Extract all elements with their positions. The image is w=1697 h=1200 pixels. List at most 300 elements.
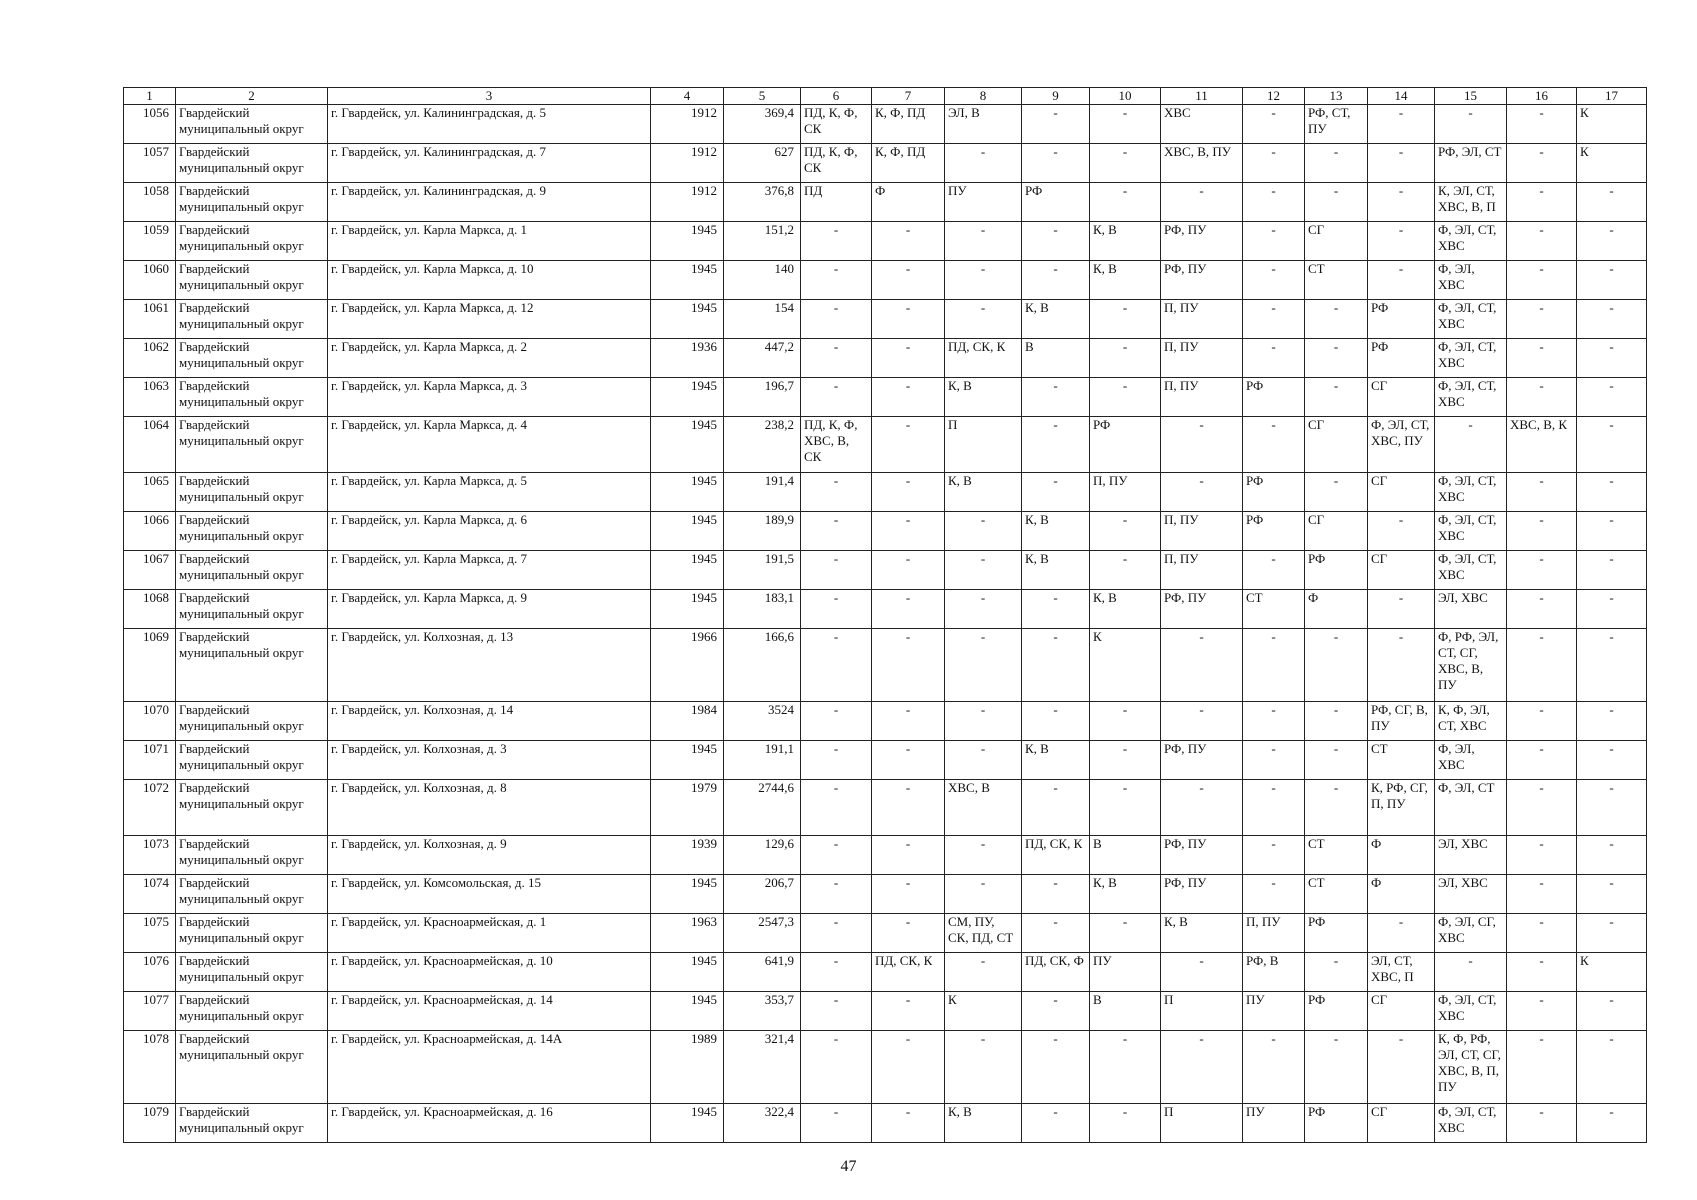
table-cell: - xyxy=(1243,702,1305,741)
table-cell: В xyxy=(1022,339,1090,378)
table-cell: г. Гвардейск, ул. Карла Маркса, д. 4 xyxy=(328,417,651,473)
table-cell: 1945 xyxy=(651,992,724,1031)
table-cell: РФ, ПУ xyxy=(1161,590,1243,629)
table-cell: - xyxy=(1577,300,1647,339)
table-cell: г. Гвардейск, ул. Карла Маркса, д. 3 xyxy=(328,378,651,417)
table-cell: К xyxy=(1577,144,1647,183)
table-cell: - xyxy=(872,590,945,629)
table-cell: Гвардейский муниципальный округ xyxy=(176,222,328,261)
table-cell: г. Гвардейск, ул. Красноармейская, д. 14 xyxy=(328,992,651,1031)
table-cell: - xyxy=(1577,1104,1647,1143)
table-cell: - xyxy=(1305,780,1368,836)
table-cell: Гвардейский муниципальный округ xyxy=(176,261,328,300)
table-cell: РФ xyxy=(1305,1104,1368,1143)
table-row xyxy=(124,144,1647,183)
table-cell: РФ, ПУ xyxy=(1161,875,1243,914)
table-row xyxy=(124,992,1647,1031)
table-cell: - xyxy=(1507,261,1577,300)
table-cell: К, В xyxy=(945,473,1022,512)
table-cell: ПД, СК, К xyxy=(945,339,1022,378)
table-cell: СГ xyxy=(1368,378,1435,417)
table-cell: 1056 xyxy=(124,105,176,144)
table-cell: 369,4 xyxy=(724,105,801,144)
table-row xyxy=(124,105,1647,144)
table-cell: - xyxy=(1507,836,1577,875)
table-cell: П, ПУ xyxy=(1161,512,1243,551)
table-cell: - xyxy=(1577,590,1647,629)
table-cell: П, ПУ xyxy=(1161,551,1243,590)
table-cell: 1963 xyxy=(651,914,724,953)
column-header: 9 xyxy=(1022,88,1090,105)
table-cell: 1074 xyxy=(124,875,176,914)
table-cell: К, Ф, ЭЛ, СТ, ХВС xyxy=(1435,702,1507,741)
table-cell: К xyxy=(1577,105,1647,144)
table-cell: 321,4 xyxy=(724,1031,801,1104)
column-header: 8 xyxy=(945,88,1022,105)
table-cell: - xyxy=(872,1104,945,1143)
table-cell: Гвардейский муниципальный округ xyxy=(176,512,328,551)
table-cell: - xyxy=(1577,702,1647,741)
table-cell: Ф, ЭЛ, СТ, ХВС xyxy=(1435,222,1507,261)
table-cell: Ф xyxy=(872,183,945,222)
table-cell: - xyxy=(1507,741,1577,780)
table-cell: ПД, СК, Ф xyxy=(1022,953,1090,992)
table-cell: - xyxy=(872,473,945,512)
table-cell: Гвардейский муниципальный округ xyxy=(176,183,328,222)
table-cell: 1936 xyxy=(651,339,724,378)
table-cell: г. Гвардейск, ул. Красноармейская, д. 14А xyxy=(328,1031,651,1104)
table-cell: - xyxy=(1022,914,1090,953)
column-header: 14 xyxy=(1368,88,1435,105)
table-cell: 1075 xyxy=(124,914,176,953)
table-cell: - xyxy=(1090,741,1161,780)
table-cell: - xyxy=(945,512,1022,551)
table-cell: - xyxy=(1577,914,1647,953)
table-cell: г. Гвардейск, ул. Колхозная, д. 8 xyxy=(328,780,651,836)
table-cell: 191,5 xyxy=(724,551,801,590)
table-cell: П xyxy=(1161,992,1243,1031)
table-cell: - xyxy=(1577,473,1647,512)
table-cell: - xyxy=(801,222,872,261)
table-cell: - xyxy=(1161,473,1243,512)
table-cell: - xyxy=(945,222,1022,261)
column-header: 12 xyxy=(1243,88,1305,105)
table-cell: 1945 xyxy=(651,222,724,261)
table-cell: К, В xyxy=(1022,551,1090,590)
table-cell: - xyxy=(872,992,945,1031)
table-cell: Ф, ЭЛ, СТ, ХВС xyxy=(1435,473,1507,512)
table-cell: - xyxy=(801,1104,872,1143)
table-cell: - xyxy=(1507,590,1577,629)
table-cell: 1945 xyxy=(651,261,724,300)
table-cell: - xyxy=(801,1031,872,1104)
table-row xyxy=(124,590,1647,629)
table-cell: - xyxy=(1577,836,1647,875)
table-cell: Гвардейский муниципальный округ xyxy=(176,702,328,741)
column-header: 3 xyxy=(328,88,651,105)
table-cell: Гвардейский муниципальный округ xyxy=(176,144,328,183)
table-cell: 627 xyxy=(724,144,801,183)
table-cell: - xyxy=(801,473,872,512)
table-cell: - xyxy=(801,512,872,551)
table-cell: - xyxy=(872,702,945,741)
table-cell: ХВС xyxy=(1161,105,1243,144)
table-cell: Ф, ЭЛ, СТ, ХВС xyxy=(1435,300,1507,339)
table-cell: - xyxy=(1243,417,1305,473)
table-cell: 1069 xyxy=(124,629,176,702)
table-cell: РФ xyxy=(1305,992,1368,1031)
table-cell: - xyxy=(1022,1104,1090,1143)
table-cell: 2744,6 xyxy=(724,780,801,836)
table-cell: ПД xyxy=(801,183,872,222)
table-cell: - xyxy=(801,261,872,300)
table-cell: - xyxy=(945,629,1022,702)
table-cell: 1077 xyxy=(124,992,176,1031)
table-cell: Ф, ЭЛ, ХВС xyxy=(1435,741,1507,780)
table-cell: 1945 xyxy=(651,473,724,512)
table-cell: г. Гвардейск, ул. Калининградская, д. 7 xyxy=(328,144,651,183)
table-cell: - xyxy=(1243,222,1305,261)
table-cell: г. Гвардейск, ул. Колхозная, д. 14 xyxy=(328,702,651,741)
table-cell: - xyxy=(1507,702,1577,741)
table-cell: г. Гвардейск, ул. Красноармейская, д. 16 xyxy=(328,1104,651,1143)
table-cell: Ф, ЭЛ, СТ, ХВС xyxy=(1435,339,1507,378)
column-header: 11 xyxy=(1161,88,1243,105)
table-cell: К, В xyxy=(1090,875,1161,914)
table-cell: 1945 xyxy=(651,417,724,473)
table-cell: - xyxy=(1577,629,1647,702)
table-cell: 1061 xyxy=(124,300,176,339)
table-cell: - xyxy=(872,836,945,875)
table-cell: г. Гвардейск, ул. Карла Маркса, д. 1 xyxy=(328,222,651,261)
table-cell: - xyxy=(872,300,945,339)
table-cell: - xyxy=(1368,183,1435,222)
table-cell: 322,4 xyxy=(724,1104,801,1143)
table-cell: 1945 xyxy=(651,953,724,992)
table-cell: г. Гвардейск, ул. Калининградская, д. 9 xyxy=(328,183,651,222)
table-cell: К, РФ, СГ, П, ПУ xyxy=(1368,780,1435,836)
table-cell: - xyxy=(1022,222,1090,261)
table-cell: ПД, СК, К xyxy=(872,953,945,992)
table-cell: - xyxy=(1161,629,1243,702)
table-cell: ХВС, В xyxy=(945,780,1022,836)
table-cell: 238,2 xyxy=(724,417,801,473)
table-cell: 1073 xyxy=(124,836,176,875)
table-cell: П xyxy=(1161,1104,1243,1143)
table-cell: 191,4 xyxy=(724,473,801,512)
table-cell: ЭЛ, СТ, ХВС, П xyxy=(1368,953,1435,992)
table-cell: Гвардейский муниципальный округ xyxy=(176,875,328,914)
table-cell: - xyxy=(1507,144,1577,183)
table-cell: - xyxy=(1090,551,1161,590)
table-cell: СГ xyxy=(1368,473,1435,512)
table-cell: ЭЛ, В xyxy=(945,105,1022,144)
table-cell: г. Гвардейск, ул. Калининградская, д. 5 xyxy=(328,105,651,144)
table-cell: ПУ xyxy=(1243,992,1305,1031)
table-cell: - xyxy=(872,261,945,300)
table-cell: - xyxy=(1368,144,1435,183)
table-cell: П, ПУ xyxy=(1161,378,1243,417)
table-cell: - xyxy=(1305,1031,1368,1104)
table-cell: - xyxy=(1090,339,1161,378)
table-cell: - xyxy=(1368,512,1435,551)
table-cell: - xyxy=(945,261,1022,300)
table-row xyxy=(124,1104,1647,1143)
table-cell: - xyxy=(872,914,945,953)
table-cell: - xyxy=(1090,702,1161,741)
table-cell: 1059 xyxy=(124,222,176,261)
table-cell: РФ, В xyxy=(1243,953,1305,992)
table-cell: - xyxy=(1243,144,1305,183)
table-cell: 1072 xyxy=(124,780,176,836)
table-cell: Гвардейский муниципальный округ xyxy=(176,836,328,875)
table-cell: - xyxy=(1022,629,1090,702)
table-cell: 1065 xyxy=(124,473,176,512)
table-cell: РФ, ПУ xyxy=(1161,741,1243,780)
table-cell: РФ xyxy=(1022,183,1090,222)
table-cell: 1939 xyxy=(651,836,724,875)
table-cell: 1068 xyxy=(124,590,176,629)
table-cell: РФ xyxy=(1368,300,1435,339)
table-cell: К, В xyxy=(1022,512,1090,551)
table-cell: К, Ф, ПД xyxy=(872,144,945,183)
table-cell: РФ xyxy=(1305,914,1368,953)
table-cell: - xyxy=(945,300,1022,339)
table-cell: Гвардейский муниципальный округ xyxy=(176,914,328,953)
table-cell: - xyxy=(1507,222,1577,261)
table-cell: К, В xyxy=(1161,914,1243,953)
table-cell: - xyxy=(1368,222,1435,261)
table-cell: - xyxy=(1507,780,1577,836)
table-cell: 1945 xyxy=(651,1104,724,1143)
page-number: 47 xyxy=(840,1158,857,1175)
table-cell: Ф, РФ, ЭЛ, СТ, СГ, ХВС, В, ПУ xyxy=(1435,629,1507,702)
table-cell: - xyxy=(945,551,1022,590)
table-cell: - xyxy=(1507,1031,1577,1104)
table-cell: - xyxy=(801,702,872,741)
table-cell: 1945 xyxy=(651,512,724,551)
table-cell: - xyxy=(1305,339,1368,378)
table-cell: 1945 xyxy=(651,551,724,590)
column-header: 13 xyxy=(1305,88,1368,105)
table-cell: 1945 xyxy=(651,300,724,339)
table-cell: - xyxy=(1090,780,1161,836)
table-cell: - xyxy=(1161,1031,1243,1104)
table-row xyxy=(124,378,1647,417)
table-cell: - xyxy=(1305,741,1368,780)
table-row xyxy=(124,222,1647,261)
table-cell: - xyxy=(1022,105,1090,144)
table-cell: Гвардейский муниципальный округ xyxy=(176,780,328,836)
table-row xyxy=(124,741,1647,780)
table-cell: - xyxy=(1243,836,1305,875)
table-cell: - xyxy=(1507,378,1577,417)
table-cell: 1945 xyxy=(651,875,724,914)
table-cell: - xyxy=(1368,261,1435,300)
table-cell: Ф, ЭЛ, СТ, ХВС xyxy=(1435,992,1507,1031)
table-cell: ПД, СК, К xyxy=(1022,836,1090,875)
table-cell: 1057 xyxy=(124,144,176,183)
table-cell: Гвардейский муниципальный округ xyxy=(176,953,328,992)
table-cell: 1984 xyxy=(651,702,724,741)
table-cell: - xyxy=(801,914,872,953)
table-cell: Гвардейский муниципальный округ xyxy=(176,105,328,144)
table-cell: - xyxy=(1577,378,1647,417)
table-cell: - xyxy=(1022,1031,1090,1104)
table-cell: - xyxy=(1243,105,1305,144)
table-cell: - xyxy=(1305,144,1368,183)
table-cell: - xyxy=(872,417,945,473)
table-cell: 166,6 xyxy=(724,629,801,702)
table-cell: - xyxy=(1507,953,1577,992)
table-cell: 151,2 xyxy=(724,222,801,261)
table-cell: - xyxy=(1161,780,1243,836)
table-cell: - xyxy=(1577,222,1647,261)
table-cell: - xyxy=(1507,629,1577,702)
table-cell: Ф, ЭЛ, СГ, ХВС xyxy=(1435,914,1507,953)
table-cell: - xyxy=(945,144,1022,183)
table-cell: К xyxy=(945,992,1022,1031)
table-cell: - xyxy=(1507,875,1577,914)
table-cell: СТ xyxy=(1243,590,1305,629)
table-cell: 191,1 xyxy=(724,741,801,780)
table-cell: - xyxy=(1022,144,1090,183)
table-cell: РФ, ПУ xyxy=(1161,222,1243,261)
table-cell: - xyxy=(1507,992,1577,1031)
table-cell: - xyxy=(1022,992,1090,1031)
table-cell: - xyxy=(1507,473,1577,512)
table-cell: - xyxy=(945,741,1022,780)
table-cell: 1989 xyxy=(651,1031,724,1104)
column-header: 5 xyxy=(724,88,801,105)
table-cell: 196,7 xyxy=(724,378,801,417)
table-cell: ПД, К, Ф, СК xyxy=(801,144,872,183)
table-cell: - xyxy=(1305,378,1368,417)
table-cell: РФ, СГ, В, ПУ xyxy=(1368,702,1435,741)
table-cell: СГ xyxy=(1305,222,1368,261)
table-cell: Гвардейский муниципальный округ xyxy=(176,992,328,1031)
table-cell: ПУ xyxy=(945,183,1022,222)
table-cell: - xyxy=(1243,551,1305,590)
table-cell: - xyxy=(872,629,945,702)
column-header: 15 xyxy=(1435,88,1507,105)
column-header: 7 xyxy=(872,88,945,105)
table-cell: П xyxy=(945,417,1022,473)
table-cell: г. Гвардейск, ул. Колхозная, д. 13 xyxy=(328,629,651,702)
table-cell: - xyxy=(1507,183,1577,222)
table-cell: 1966 xyxy=(651,629,724,702)
table-cell: - xyxy=(1022,702,1090,741)
table-cell: СГ xyxy=(1305,417,1368,473)
table-row xyxy=(124,261,1647,300)
table-cell: - xyxy=(801,836,872,875)
table-cell: г. Гвардейск, ул. Карла Маркса, д. 7 xyxy=(328,551,651,590)
table-cell: ПУ xyxy=(1243,1104,1305,1143)
table-cell: - xyxy=(872,551,945,590)
table-cell: - xyxy=(872,378,945,417)
table-row xyxy=(124,473,1647,512)
table-cell: СГ xyxy=(1368,1104,1435,1143)
table-cell: - xyxy=(1243,1031,1305,1104)
table-cell: Ф, ЭЛ, СТ, ХВС xyxy=(1435,512,1507,551)
data-table xyxy=(123,87,1647,1143)
table-cell: 1912 xyxy=(651,183,724,222)
table-cell: РФ, СТ, ПУ xyxy=(1305,105,1368,144)
table-cell: - xyxy=(801,300,872,339)
table-cell: РФ xyxy=(1368,339,1435,378)
table-cell: - xyxy=(1368,1031,1435,1104)
table-cell: 140 xyxy=(724,261,801,300)
table-cell: - xyxy=(1090,914,1161,953)
table-cell: - xyxy=(1243,629,1305,702)
table-cell: - xyxy=(1161,417,1243,473)
table-cell: - xyxy=(1090,378,1161,417)
table-cell: 1060 xyxy=(124,261,176,300)
table-cell: РФ xyxy=(1305,551,1368,590)
table-cell: - xyxy=(1022,473,1090,512)
table-cell: РФ xyxy=(1243,512,1305,551)
table-cell: РФ, ПУ xyxy=(1161,836,1243,875)
table-cell: - xyxy=(1435,105,1507,144)
table-cell: 206,7 xyxy=(724,875,801,914)
table-cell: - xyxy=(1243,339,1305,378)
table-cell: 376,8 xyxy=(724,183,801,222)
table-cell: 641,9 xyxy=(724,953,801,992)
table-cell: Гвардейский муниципальный округ xyxy=(176,339,328,378)
table-cell: - xyxy=(1507,1104,1577,1143)
table-cell: 447,2 xyxy=(724,339,801,378)
table-cell: Гвардейский муниципальный округ xyxy=(176,417,328,473)
table-cell: - xyxy=(1305,183,1368,222)
table-cell: - xyxy=(1577,780,1647,836)
table-cell: Гвардейский муниципальный округ xyxy=(176,300,328,339)
table-cell: 1076 xyxy=(124,953,176,992)
table-cell: г. Гвардейск, ул. Колхозная, д. 9 xyxy=(328,836,651,875)
table-cell: - xyxy=(1577,512,1647,551)
table-cell: СГ xyxy=(1368,992,1435,1031)
table-cell: - xyxy=(801,339,872,378)
table-cell: - xyxy=(1507,914,1577,953)
table-cell: СТ xyxy=(1368,741,1435,780)
table-cell: - xyxy=(1305,702,1368,741)
table-cell: - xyxy=(801,953,872,992)
table-cell: г. Гвардейск, ул. Карла Маркса, д. 6 xyxy=(328,512,651,551)
table-cell: - xyxy=(801,992,872,1031)
table-cell: - xyxy=(1368,590,1435,629)
table-cell: Ф, ЭЛ, СТ, ХВС, ПУ xyxy=(1368,417,1435,473)
table-cell: - xyxy=(872,1031,945,1104)
table-cell: - xyxy=(1243,741,1305,780)
table-cell: - xyxy=(1435,953,1507,992)
table-cell: П, ПУ xyxy=(1161,300,1243,339)
table-cell: СМ, ПУ, СК, ПД, СТ xyxy=(945,914,1022,953)
table-cell: - xyxy=(872,741,945,780)
table-cell: - xyxy=(1022,417,1090,473)
table-cell: - xyxy=(1305,629,1368,702)
table-cell: г. Гвардейск, ул. Комсомольская, д. 15 xyxy=(328,875,651,914)
table-cell: К, В xyxy=(945,378,1022,417)
table-row xyxy=(124,875,1647,914)
table-cell: Гвардейский муниципальный округ xyxy=(176,1031,328,1104)
table-cell: - xyxy=(1090,300,1161,339)
table-cell: РФ xyxy=(1090,417,1161,473)
header-row xyxy=(124,88,1647,105)
table-cell: РФ, ЭЛ, СТ xyxy=(1435,144,1507,183)
table-cell: Гвардейский муниципальный округ xyxy=(176,551,328,590)
table-cell: К, В xyxy=(1022,741,1090,780)
table-cell: ПД, К, Ф, СК xyxy=(801,105,872,144)
table-row xyxy=(124,780,1647,836)
